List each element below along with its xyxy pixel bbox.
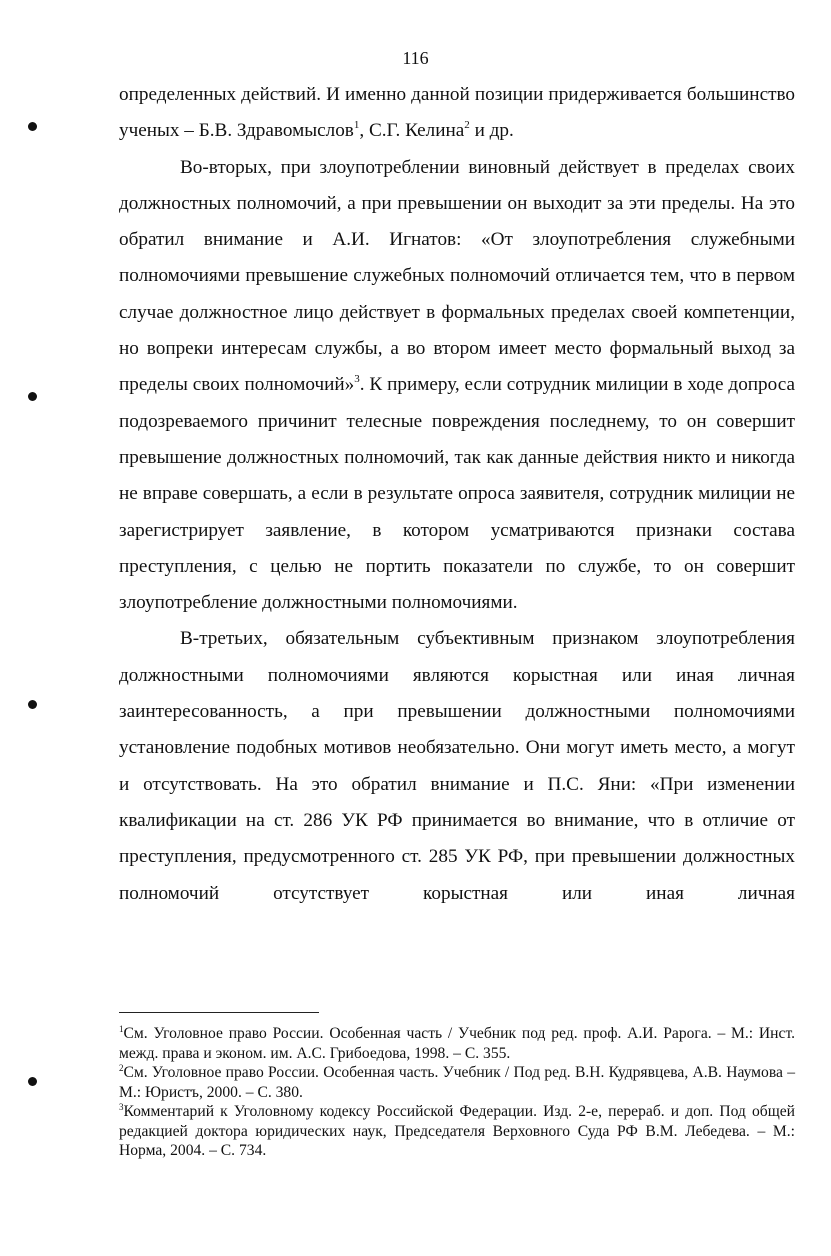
page-number: 116 <box>402 48 429 68</box>
footnote-mark: 2 <box>119 1063 124 1073</box>
footnote-2 <box>119 1063 795 1102</box>
footnote-ref-1: 1 <box>353 119 360 132</box>
footnote-ref-3: 3 <box>354 373 360 386</box>
binding-hole-mark <box>28 122 37 131</box>
paragraph-text: . К примеру, если сотрудник милиции в ходе допроса подозреваемого причинит телесные повреждения последнему, то он совершит превышение должностных полномочий, так как данные действия никто и никогда не вправе совершать, а если в результате опроса заявителя, сотрудник милиции не зарегистрирует заявление, в котором усматриваются признаки состава преступления, с целью не портить показатели по службе, то он совершит злоупотребление должностными полномочиями. <box>119 374 795 614</box>
footnote-text: См. Уголовное право России. Особенная часть / Учебник под ред. проф. А.И. Рарога. – М.: Инст. межд. права и эконом. им. А.С. Грибоедова, 1998. – С. 355. <box>119 1025 795 1062</box>
paragraph-1 <box>119 77 795 150</box>
paragraph-text: В-третьих, обязательным субъективным признаком злоупотребления должностными полномочиями являются корыстная или иная личная заинтересованность, а при превышении должностными полномочиями установление подобных мотивов необязательно. Они могут иметь место, а могут и отсутствовать. На это обратил внимание и П.С. Яни: «При изменении квалификации на ст. 286 УК РФ принимается во внимание, что в отличие от преступления, предусмотренного ст. 285 УК РФ, при превышении должностных полномочий отсутствует корыстная или иная личная <box>119 628 795 904</box>
binding-hole-mark <box>28 700 37 709</box>
paragraph-text: определенных действий. И именно данной позиции придерживается большинство ученых – Б.В. Здравомыслов <box>119 84 795 142</box>
footnote-3 <box>119 1102 795 1161</box>
footnote-1 <box>119 1024 795 1063</box>
footnote-mark: 3 <box>119 1102 124 1112</box>
paragraph-text: , С.Г. Келина <box>359 120 465 142</box>
footnotes <box>119 1024 795 1161</box>
footnote-text: Комментарий к Уголовному кодексу Российской Федерации. Изд. 2-е, перераб. и доп. Под общей редакцией доктора юридических наук, Председателя Верховного Суда РФ В.М. Лебедева. – М.: Норма, 2004. – С. 734. <box>119 1103 795 1159</box>
footnote-separator <box>119 1012 319 1013</box>
body-text <box>119 77 795 912</box>
footnote-ref-2: 2 <box>464 119 470 132</box>
footnote-mark: 1 <box>119 1024 124 1034</box>
paragraph-3 <box>119 621 795 911</box>
footnote-text: См. Уголовное право России. Особенная часть. Учебник / Под ред. В.Н. Кудрявцева, А.В. Наумова – М.: Юристъ, 2000. – С. 380. <box>119 1064 795 1101</box>
binding-hole-mark <box>28 392 37 401</box>
binding-hole-mark <box>28 1077 37 1086</box>
paragraph-text: Во-вторых, при злоупотреблении виновный действует в пределах своих должностных полномочий, а при превышении он выходит за эти пределы. На это обратил внимание и А.И. Игнатов: «От злоупотребления служебными полномочиями превышение служебных полномочий отличается тем, что в первом случае должностное лицо действует в формальных пределах своей компетенции, но вопреки интересам службы, а во втором имеет место формальный выход за пределы своих полномочий» <box>119 156 795 396</box>
paragraph-text: и др. <box>469 120 514 142</box>
paragraph-2 <box>119 150 795 622</box>
